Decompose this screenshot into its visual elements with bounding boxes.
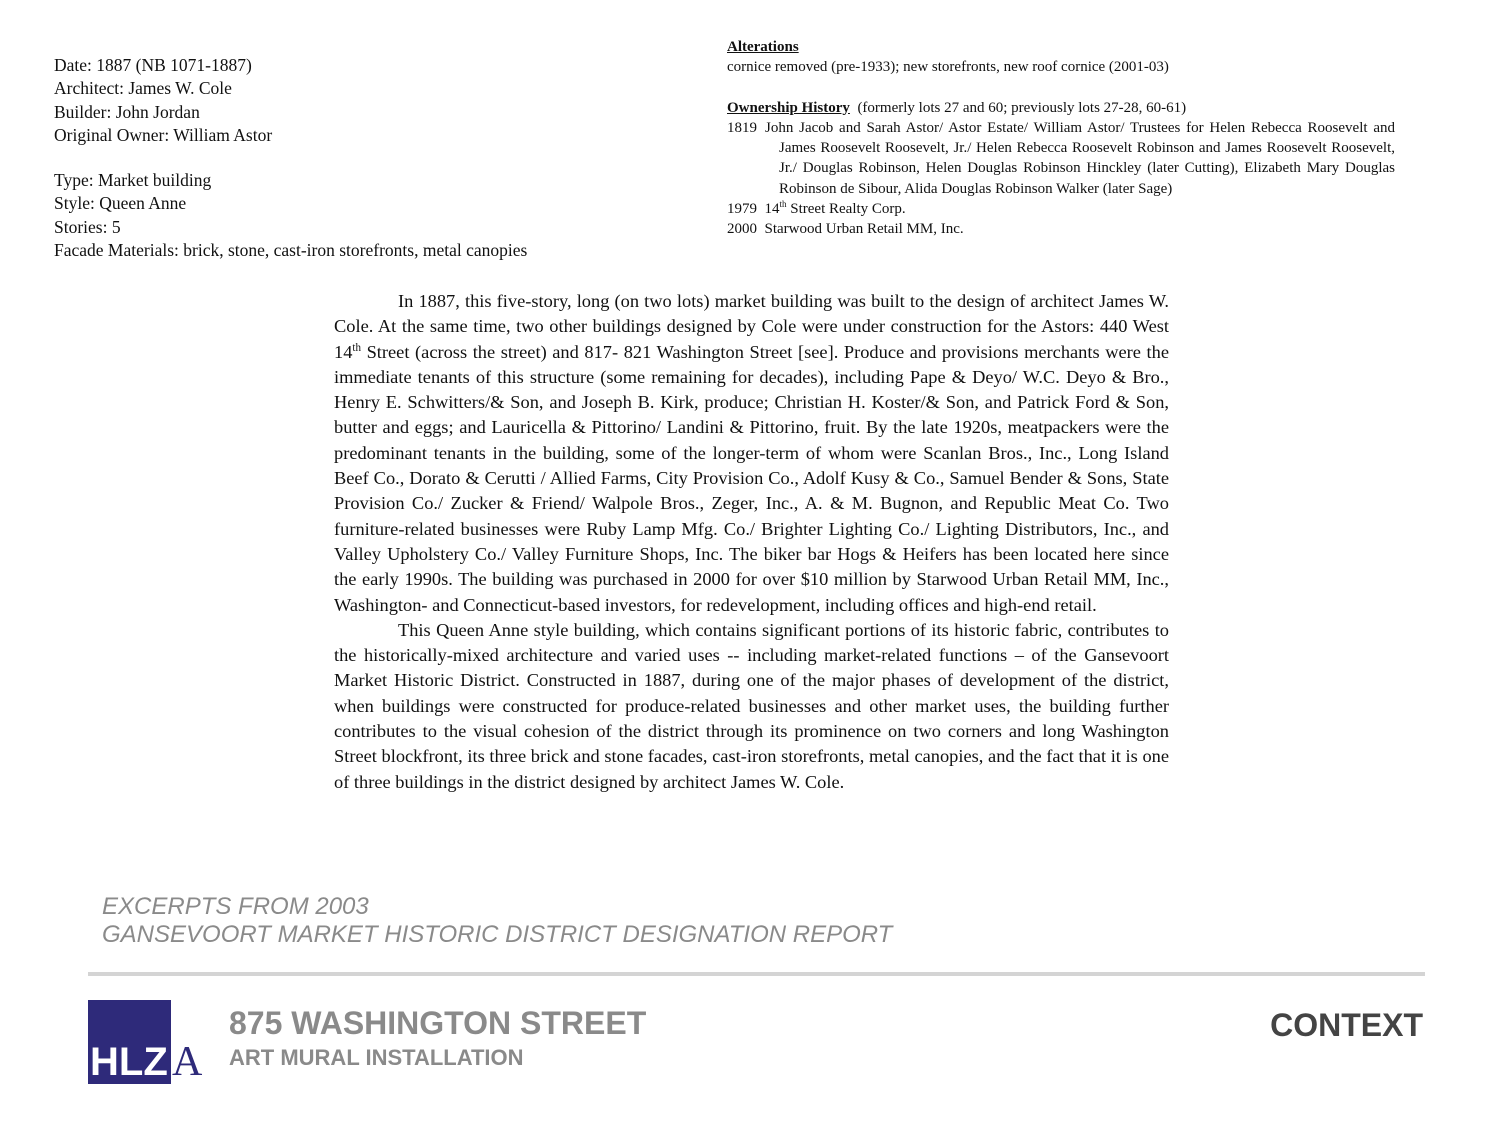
logo-text: HLZ xyxy=(90,1040,168,1084)
caption-line-1: EXCERPTS FROM 2003 xyxy=(102,893,369,920)
builder-line: Builder: John Jordan xyxy=(54,101,200,122)
ownership-heading: Ownership History xyxy=(727,99,850,116)
alterations-text: cornice removed (pre-1933); new storefronts, new roof cornice (2001-03) xyxy=(727,59,1169,76)
history-block xyxy=(727,37,1395,240)
ownership-note: (formerly lots 27 and 60; previously lots 27-28, 60-61) xyxy=(857,99,1187,116)
building-info xyxy=(54,54,654,262)
report-paragraph-2: This Queen Anne style building, which contains significant portions of its historic fabric, contributes to the historically-mixed architecture and varied uses -- including market-related functions – of the Gansevoort Market Historic District. Constructed in 1887, during one of the major phases of development of the district, when buildings were constructed for produce-related businesses and other market uses, the building further contributes to the visual cohesion of the district through its prominence on two corners and long Washington Street blockfront, its three brick and stone facades, cast-iron storefronts, metal canopies, and the fact that it is one of three buildings in the district designed by architect James W. Cole. xyxy=(334,619,1169,792)
ownership-header xyxy=(727,98,1395,118)
hlza-logo xyxy=(88,1000,203,1085)
ownership-owners: Starwood Urban Retail MM, Inc. xyxy=(764,221,964,238)
ownership-entry xyxy=(727,219,1395,239)
section-label: CONTEXT xyxy=(1270,1007,1423,1043)
ownership-entry xyxy=(727,118,1395,199)
alterations-heading: Alterations xyxy=(727,39,799,55)
report-body xyxy=(334,289,1169,795)
logo-suffix: A xyxy=(172,1039,203,1085)
ownership-owners: John Jacob and Sarah Astor/ Astor Estate/ William Astor/ Trustees for Helen Rebecca Roosevelt and James Roosevelt Roosevelt, Jr./ Helen Rebecca Roosevelt Robinson and James Roosevelt Roosevelt, Jr./ Douglas Robinson, Helen Douglas Robinson Hinckley (later Cutting), Elizabeth Mary Douglas Robinson de Sibour, Alida Douglas Robinson Walker (later Sage) xyxy=(765,119,1395,197)
excerpt-caption xyxy=(102,893,892,949)
ownership-owners: 14th Street Realty Corp. xyxy=(764,199,906,218)
style-line: Style: Queen Anne xyxy=(54,193,187,214)
date-line: Date: 1887 (NB 1071-1887) xyxy=(54,55,252,75)
original-owner-line: Original Owner: William Astor xyxy=(54,124,273,145)
project-subtitle: ART MURAL INSTALLATION xyxy=(229,1045,524,1070)
type-line: Type: Market building xyxy=(54,170,212,191)
footer-divider xyxy=(88,972,1425,976)
architect-line: Architect: James W. Cole xyxy=(54,78,232,99)
ownership-year: 2000 xyxy=(727,221,757,238)
caption-line-2: GANSEVOORT MARKET HISTORIC DISTRICT DESIGNATION REPORT xyxy=(102,921,893,948)
report-paragraph-1: In 1887, this five-story, long (on two lots) market building was built to the design of architect James W. Cole. At the same time, two other buildings designed by Cole were under construction for the Astors: 440 West 14th Street (across the street) and 817- 821 Washington Street [see]. Produce and provisions merchants were the immediate tenants of this structure (some remaining for decades), including Pape & Deyo/ W.C. Deyo & Bro., Henry E. Schwitters/& Son, and Joseph B. Kirk, produce; Christian H. Koster/& Son, and Patrick Ford & Son, butter and eggs; and Lauricella & Pittorino/ Landini & Pittorino, fruit. By the late 1920s, meatpackers were the predominant tenants in the building, some of the longer-term of whom were Scanlan Bros., Inc., Long Island Beef Co., Dorato & Cerutti / Allied Farms, City Provision Co., Adolf Kusy & Co., Samuel Bender & Sons, State Provision Co./ Zucker & Friend/ Walpole Bros., Zeger, Inc., A. & M. Bugnon, and Republic Meat Co. Two furniture-related businesses were Ruby Lamp Mfg. Co./ Brighter Lighting Co./ Lighting Distributors, Inc., and Valley Upholstery Co./ Valley Furniture Shops, Inc. The biker bar Hogs & Heifers has been located here since the early 1990s. The building was purchased in 2000 for over $10 million by Starwood Urban Retail MM, Inc., Washington- and Connecticut-based investors, for redevelopment, including offices and high-end retail. xyxy=(334,291,1169,615)
facade-materials-line: Facade Materials: brick, stone, cast-iron storefronts, metal canopies xyxy=(54,240,528,261)
stories-line: Stories: 5 xyxy=(54,216,121,237)
ownership-year: 1979 xyxy=(727,201,757,218)
project-title: 875 WASHINGTON STREET xyxy=(229,1005,647,1041)
ownership-year: 1819 xyxy=(727,119,757,136)
ownership-entry xyxy=(727,199,1395,219)
